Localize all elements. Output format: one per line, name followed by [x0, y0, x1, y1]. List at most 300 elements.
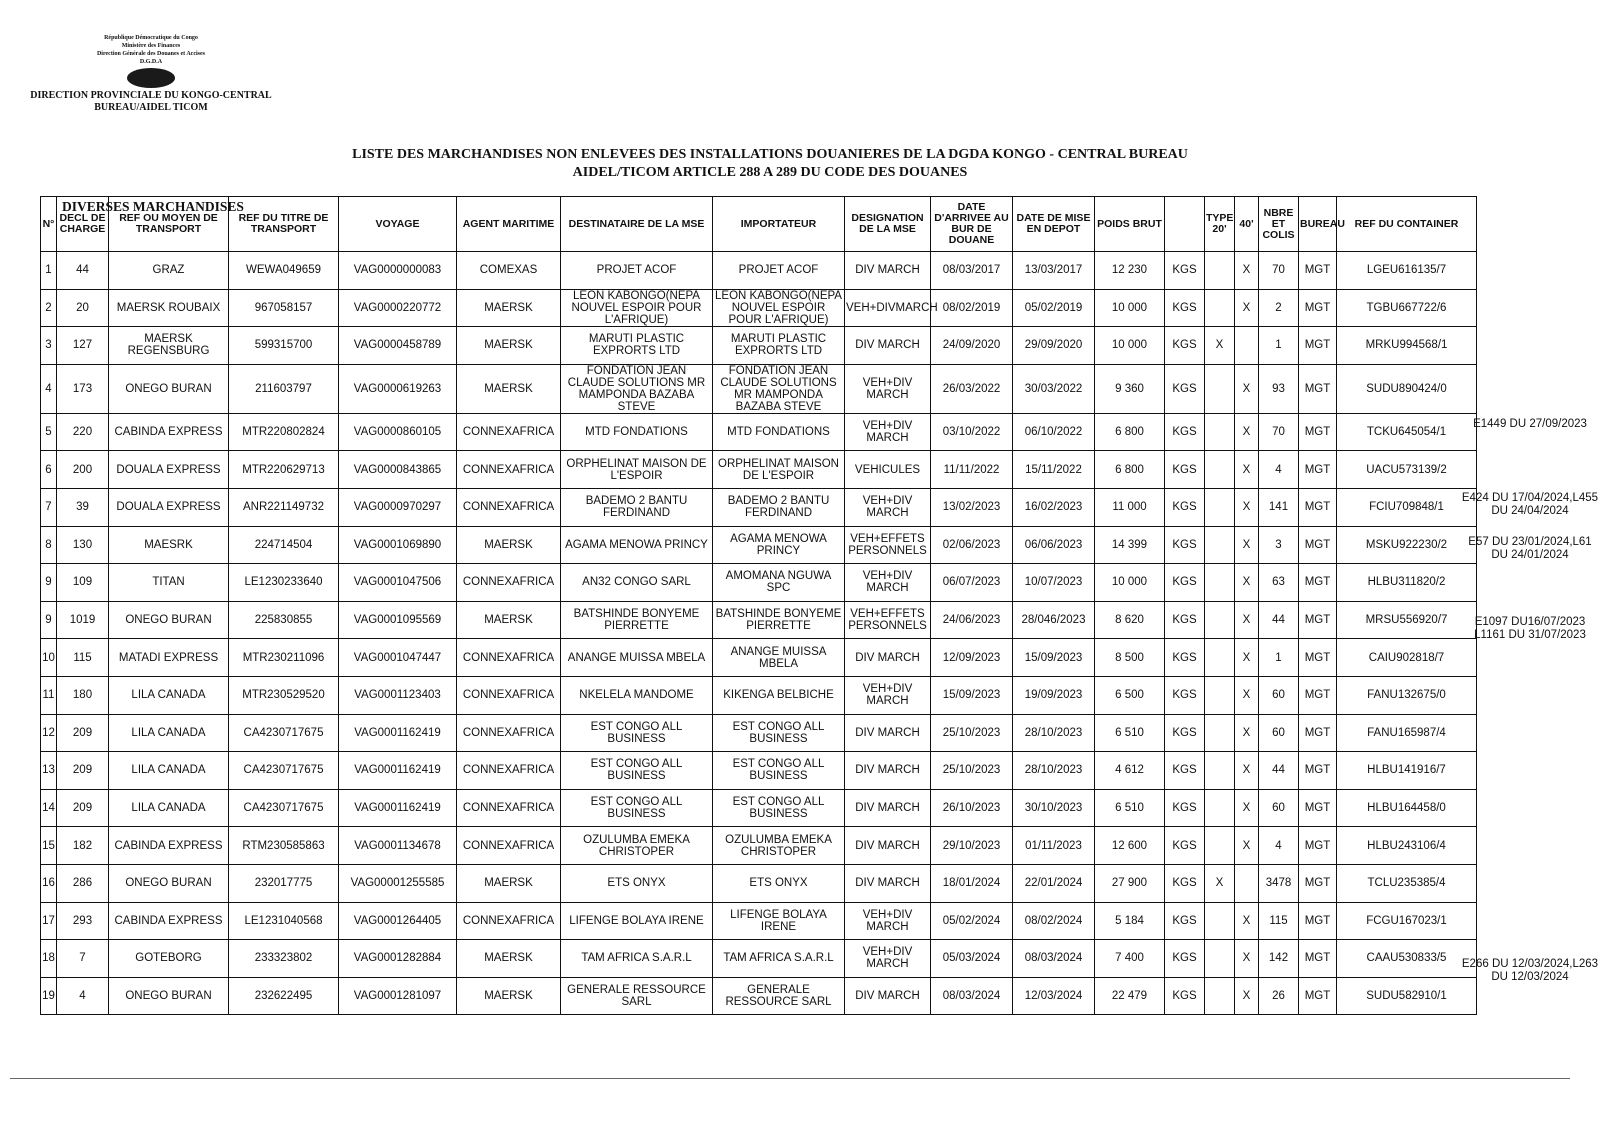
cell-bureau: MGT	[1299, 252, 1337, 290]
cell-bureau: MGT	[1299, 827, 1337, 865]
cell-container: TCKU645054/1	[1337, 413, 1477, 451]
cell-designation: DIV MARCH	[845, 714, 931, 752]
header-importateur: IMPORTATEUR	[713, 197, 845, 252]
cell-importateur: BADEMO 2 BANTU FERDINAND	[713, 488, 845, 526]
cell-type-20: X	[1205, 864, 1235, 902]
cell-no: 14	[41, 789, 57, 827]
cell-type-20: X	[1205, 327, 1235, 365]
cell-date-mise: 13/03/2017	[1013, 252, 1095, 290]
cell-type-40: X	[1235, 601, 1259, 639]
cell-titre: CA4230717675	[229, 789, 339, 827]
cell-poids: 8 620	[1095, 601, 1165, 639]
cell-decl: 200	[57, 451, 109, 489]
cell-date-mise: 30/10/2023	[1013, 789, 1095, 827]
document-title-line-1: LISTE DES MARCHANDISES NON ENLEVEES DES INSTALLATIONS DOUANIERES DE LA DGDA KONGO - CENTRAL BUREAU	[352, 147, 1188, 162]
header-colis: NBRE ET COLIS	[1259, 197, 1299, 252]
goods-table	[40, 196, 1477, 1015]
cell-unit: KGS	[1165, 564, 1205, 602]
cell-decl: 286	[57, 864, 109, 902]
cell-poids: 6 800	[1095, 451, 1165, 489]
cell-poids: 11 000	[1095, 488, 1165, 526]
cell-voyage: VAG0001162419	[339, 752, 457, 790]
cell-voyage: VAG0000843865	[339, 451, 457, 489]
cell-bureau: MGT	[1299, 752, 1337, 790]
cell-unit: KGS	[1165, 902, 1205, 940]
cell-poids: 12 600	[1095, 827, 1165, 865]
cell-voyage: VAG0000220772	[339, 289, 457, 327]
cell-no: 12	[41, 714, 57, 752]
cell-poids: 10 000	[1095, 564, 1165, 602]
cell-bureau: MGT	[1299, 564, 1337, 602]
cell-designation: DIV MARCH	[845, 789, 931, 827]
cell-date-arrivee: 26/10/2023	[931, 789, 1013, 827]
cell-designation: DIV MARCH	[845, 977, 931, 1015]
cell-container: HLBU311820/2	[1337, 564, 1477, 602]
header-date-mise: DATE DE MISE EN DEPOT	[1013, 197, 1095, 252]
cell-designation: DIV MARCH	[845, 827, 931, 865]
header-designation: DESIGNATION DE LA MSE	[845, 197, 931, 252]
cell-decl: 4	[57, 977, 109, 1015]
table-row	[41, 752, 1477, 790]
cell-designation: DIV MARCH	[845, 639, 931, 677]
cell-agent: MAERSK	[457, 977, 561, 1015]
cell-importateur: MARUTI PLASTIC EXPRORTS LTD	[713, 327, 845, 365]
cell-moyen: ONEGO BURAN	[109, 364, 229, 413]
header-type-40: 40'	[1235, 197, 1259, 252]
cell-type-40: X	[1235, 413, 1259, 451]
cell-designation: VEH+DIV MARCH	[845, 676, 931, 714]
cell-date-mise: 28/10/2023	[1013, 752, 1095, 790]
cell-colis: 1	[1259, 639, 1299, 677]
header-unit	[1165, 197, 1205, 252]
cell-destinataire: LEON KABONGO(NEPA NOUVEL ESPOIR POUR L'AFRIQUE)	[561, 289, 713, 327]
cell-decl: 127	[57, 327, 109, 365]
cell-type-20	[1205, 714, 1235, 752]
cell-bureau: MGT	[1299, 526, 1337, 564]
letterhead-province: DIRECTION PROVINCIALE DU KONGO-CENTRAL	[30, 90, 272, 101]
cell-unit: KGS	[1165, 789, 1205, 827]
cell-moyen: MATADI EXPRESS	[109, 639, 229, 677]
table-row	[41, 676, 1477, 714]
header-no: N°	[41, 197, 57, 252]
cell-decl: 109	[57, 564, 109, 602]
cell-importateur: MTD FONDATIONS	[713, 413, 845, 451]
cell-type-40: X	[1235, 714, 1259, 752]
cell-poids: 8 500	[1095, 639, 1165, 677]
cell-no: 15	[41, 827, 57, 865]
cell-colis: 93	[1259, 364, 1299, 413]
cell-agent: CONNEXAFRICA	[457, 827, 561, 865]
document-title	[300, 146, 1240, 182]
cell-container: MRKU994568/1	[1337, 327, 1477, 365]
cell-colis: 60	[1259, 676, 1299, 714]
cell-voyage: VAG0000000083	[339, 252, 457, 290]
cell-type-40: X	[1235, 902, 1259, 940]
cell-type-20	[1205, 639, 1235, 677]
cell-colis: 2	[1259, 289, 1299, 327]
cell-titre: MTR230529520	[229, 676, 339, 714]
cell-colis: 4	[1259, 827, 1299, 865]
cell-moyen: GRAZ	[109, 252, 229, 290]
cell-agent: MAERSK	[457, 526, 561, 564]
cell-date-mise: 19/09/2023	[1013, 676, 1095, 714]
cell-voyage: VAG0001095569	[339, 601, 457, 639]
cell-unit: KGS	[1165, 827, 1205, 865]
cell-poids: 6 800	[1095, 413, 1165, 451]
cell-type-40	[1235, 327, 1259, 365]
cell-agent: CONNEXAFRICA	[457, 639, 561, 677]
cell-moyen: CABINDA EXPRESS	[109, 902, 229, 940]
table-row	[41, 940, 1477, 978]
cell-bureau: MGT	[1299, 977, 1337, 1015]
cell-titre: 211603797	[229, 364, 339, 413]
cell-container: HLBU164458/0	[1337, 789, 1477, 827]
side-note: E266 DU 12/03/2024,L263 DU 12/03/2024	[1461, 958, 1599, 983]
cell-date-arrivee: 08/03/2024	[931, 977, 1013, 1015]
cell-date-arrivee: 26/03/2022	[931, 364, 1013, 413]
cell-colis: 44	[1259, 752, 1299, 790]
cell-no: 17	[41, 902, 57, 940]
cell-type-40: X	[1235, 488, 1259, 526]
cell-date-arrivee: 08/03/2017	[931, 252, 1013, 290]
header-agent: AGENT MARITIME	[457, 197, 561, 252]
table-row	[41, 526, 1477, 564]
cell-importateur: ETS ONYX	[713, 864, 845, 902]
cell-bureau: MGT	[1299, 601, 1337, 639]
cell-voyage: VAG0001162419	[339, 789, 457, 827]
cell-destinataire: ANANGE MUISSA MBELA	[561, 639, 713, 677]
cell-bureau: MGT	[1299, 676, 1337, 714]
cell-moyen: LILA CANADA	[109, 752, 229, 790]
cell-date-arrivee: 06/07/2023	[931, 564, 1013, 602]
cell-colis: 141	[1259, 488, 1299, 526]
cell-type-40: X	[1235, 676, 1259, 714]
table-header-row	[41, 197, 1477, 252]
cell-no: 7	[41, 488, 57, 526]
header-type-20-label: 20'	[1212, 223, 1227, 235]
cell-colis: 1	[1259, 327, 1299, 365]
cell-colis: 70	[1259, 252, 1299, 290]
cell-container: LGEU616135/7	[1337, 252, 1477, 290]
cell-date-mise: 16/02/2023	[1013, 488, 1095, 526]
cell-poids: 6 510	[1095, 714, 1165, 752]
cell-designation: VEH+DIV MARCH	[845, 488, 931, 526]
cell-decl: 182	[57, 827, 109, 865]
table-row	[41, 364, 1477, 413]
header-container: REF DU CONTAINER	[1337, 197, 1477, 252]
cell-decl: 7	[57, 940, 109, 978]
letterhead-country: République Démocratique du Congo	[104, 35, 198, 41]
cell-date-arrivee: 08/02/2019	[931, 289, 1013, 327]
cell-moyen: MAESRK	[109, 526, 229, 564]
cell-unit: KGS	[1165, 526, 1205, 564]
cell-no: 19	[41, 977, 57, 1015]
cell-decl: 130	[57, 526, 109, 564]
cell-unit: KGS	[1165, 364, 1205, 413]
cell-no: 4	[41, 364, 57, 413]
cell-unit: KGS	[1165, 977, 1205, 1015]
cell-type-40: X	[1235, 289, 1259, 327]
cell-moyen: TITAN	[109, 564, 229, 602]
cell-destinataire: ORPHELINAT MAISON DE L'ESPOIR	[561, 451, 713, 489]
cell-importateur: EST CONGO ALL BUSINESS	[713, 714, 845, 752]
table-row	[41, 902, 1477, 940]
cell-destinataire: EST CONGO ALL BUSINESS	[561, 714, 713, 752]
cell-bureau: MGT	[1299, 864, 1337, 902]
cell-importateur: PROJET ACOF	[713, 252, 845, 290]
header-type-label: TYPE	[1206, 212, 1234, 224]
cell-unit: KGS	[1165, 252, 1205, 290]
cell-container: HLBU243106/4	[1337, 827, 1477, 865]
cell-type-40: X	[1235, 639, 1259, 677]
document-title-line-2: AIDEL/TICOM ARTICLE 288 A 289 DU CODE DES DOUANES	[572, 165, 968, 180]
cell-poids: 9 360	[1095, 364, 1165, 413]
cell-destinataire: AGAMA MENOWA PRINCY	[561, 526, 713, 564]
cell-type-20	[1205, 940, 1235, 978]
cell-bureau: MGT	[1299, 940, 1337, 978]
cell-date-arrivee: 24/06/2023	[931, 601, 1013, 639]
cell-agent: CONNEXAFRICA	[457, 564, 561, 602]
cell-designation: VEH+DIV MARCH	[845, 940, 931, 978]
cell-no: 9	[41, 564, 57, 602]
letterhead-bureau: BUREAU/AIDEL TICOM	[94, 102, 208, 113]
cell-poids: 12 230	[1095, 252, 1165, 290]
cell-decl: 20	[57, 289, 109, 327]
cell-no: 10	[41, 639, 57, 677]
cell-type-20	[1205, 526, 1235, 564]
cell-poids: 6 500	[1095, 676, 1165, 714]
cell-importateur: FONDATION JEAN CLAUDE SOLUTIONS MR MAMPONDA BAZABA STEVE	[713, 364, 845, 413]
cell-designation: DIV MARCH	[845, 252, 931, 290]
cell-designation: DIV MARCH	[845, 752, 931, 790]
cell-type-20	[1205, 252, 1235, 290]
cell-no: 6	[41, 451, 57, 489]
cell-voyage: VAG00001255585	[339, 864, 457, 902]
cell-date-mise: 10/07/2023	[1013, 564, 1095, 602]
cell-type-20	[1205, 977, 1235, 1015]
header-type-20	[1205, 197, 1235, 252]
cell-poids: 27 900	[1095, 864, 1165, 902]
cell-type-40: X	[1235, 977, 1259, 1015]
cell-agent: CONNEXAFRICA	[457, 902, 561, 940]
cell-bureau: MGT	[1299, 714, 1337, 752]
cell-moyen: MAERSK REGENSBURG	[109, 327, 229, 365]
cell-importateur: KIKENGA BELBICHE	[713, 676, 845, 714]
cell-designation: VEH+DIV MARCH	[845, 413, 931, 451]
cell-designation: VEH+DIVMARCH	[845, 289, 931, 327]
cell-poids: 22 479	[1095, 977, 1165, 1015]
cell-importateur: LIFENGE BOLAYA IRENE	[713, 902, 845, 940]
cell-destinataire: AN32 CONGO SARL	[561, 564, 713, 602]
cell-date-mise: 15/09/2023	[1013, 639, 1095, 677]
cell-importateur: EST CONGO ALL BUSINESS	[713, 752, 845, 790]
header-titre: REF DU TITRE DE TRANSPORT	[229, 197, 339, 252]
cell-colis: 4	[1259, 451, 1299, 489]
letterhead	[26, 34, 276, 114]
cell-unit: KGS	[1165, 413, 1205, 451]
cell-agent: CONNEXAFRICA	[457, 451, 561, 489]
cell-destinataire: BATSHINDE BONYEME PIERRETTE	[561, 601, 713, 639]
cell-type-20	[1205, 451, 1235, 489]
cell-titre: 967058157	[229, 289, 339, 327]
cell-unit: KGS	[1165, 714, 1205, 752]
cell-moyen: GOTEBORG	[109, 940, 229, 978]
header-destinataire: DESTINATAIRE DE LA MSE	[561, 197, 713, 252]
cell-titre: ANR221149732	[229, 488, 339, 526]
cell-moyen: MAERSK ROUBAIX	[109, 289, 229, 327]
cell-container: FCIU709848/1	[1337, 488, 1477, 526]
cell-date-arrivee: 11/11/2022	[931, 451, 1013, 489]
cell-destinataire: NKELELA MANDOME	[561, 676, 713, 714]
table-body	[41, 252, 1477, 1015]
cell-container: SUDU582910/1	[1337, 977, 1477, 1015]
cell-type-40: X	[1235, 451, 1259, 489]
letterhead-directorate: Direction Générale des Douanes et Accises	[96, 51, 206, 57]
cell-colis: 115	[1259, 902, 1299, 940]
cell-container: FCGU167023/1	[1337, 902, 1477, 940]
table-row	[41, 601, 1477, 639]
cell-type-20	[1205, 601, 1235, 639]
cell-date-mise: 30/03/2022	[1013, 364, 1095, 413]
cell-container: TCLU235385/4	[1337, 864, 1477, 902]
cell-importateur: GENERALE RESSOURCE SARL	[713, 977, 845, 1015]
cell-date-mise: 05/02/2019	[1013, 289, 1095, 327]
cell-type-40: X	[1235, 564, 1259, 602]
cell-unit: KGS	[1165, 451, 1205, 489]
cell-bureau: MGT	[1299, 902, 1337, 940]
cell-destinataire: ETS ONYX	[561, 864, 713, 902]
cell-date-mise: 28/046/2023	[1013, 601, 1095, 639]
cell-moyen: ONEGO BURAN	[109, 601, 229, 639]
header-moyen: REF OU MOYEN DE TRANSPORT	[109, 197, 229, 252]
cell-destinataire: EST CONGO ALL BUSINESS	[561, 752, 713, 790]
cell-bureau: MGT	[1299, 327, 1337, 365]
cell-colis: 60	[1259, 789, 1299, 827]
cell-poids: 4 612	[1095, 752, 1165, 790]
table-row	[41, 289, 1477, 327]
cell-agent: CONNEXAFRICA	[457, 488, 561, 526]
cell-type-20	[1205, 413, 1235, 451]
cell-date-mise: 06/10/2022	[1013, 413, 1095, 451]
cell-date-arrivee: 29/10/2023	[931, 827, 1013, 865]
cell-type-20	[1205, 676, 1235, 714]
cell-titre: WEWA049659	[229, 252, 339, 290]
cell-moyen: LILA CANADA	[109, 789, 229, 827]
cell-designation: VEH+DIV MARCH	[845, 364, 931, 413]
header-bureau: BUREAU	[1299, 197, 1337, 252]
cell-importateur: OZULUMBA EMEKA CHRISTOPER	[713, 827, 845, 865]
cell-poids: 10 000	[1095, 289, 1165, 327]
cell-voyage: VAG0001282884	[339, 940, 457, 978]
cell-destinataire: LIFENGE BOLAYA IRENE	[561, 902, 713, 940]
cell-titre: RTM230585863	[229, 827, 339, 865]
cell-type-40: X	[1235, 752, 1259, 790]
cell-designation: VEH+EFFETS PERSONNELS	[845, 526, 931, 564]
cell-date-mise: 28/10/2023	[1013, 714, 1095, 752]
cell-type-20	[1205, 289, 1235, 327]
cell-titre: 232017775	[229, 864, 339, 902]
cell-titre: MTR220629713	[229, 451, 339, 489]
section-title: DIVERSES MARCHANDISES	[62, 199, 244, 214]
cell-no: 11	[41, 676, 57, 714]
cell-date-arrivee: 05/02/2024	[931, 902, 1013, 940]
cell-colis: 3478	[1259, 864, 1299, 902]
cell-decl: 39	[57, 488, 109, 526]
cell-agent: MAERSK	[457, 940, 561, 978]
cell-unit: KGS	[1165, 327, 1205, 365]
side-note: E424 DU 17/04/2024,L455 DU 24/04/2024	[1461, 492, 1599, 517]
cell-container: CAIU902818/7	[1337, 639, 1477, 677]
cell-bureau: MGT	[1299, 413, 1337, 451]
cell-bureau: MGT	[1299, 289, 1337, 327]
cell-colis: 3	[1259, 526, 1299, 564]
cell-titre: 232622495	[229, 977, 339, 1015]
cell-agent: MAERSK	[457, 601, 561, 639]
cell-importateur: AGAMA MENOWA PRINCY	[713, 526, 845, 564]
cell-agent: MAERSK	[457, 327, 561, 365]
cell-voyage: VAG0000970297	[339, 488, 457, 526]
cell-container: MSKU922230/2	[1337, 526, 1477, 564]
cell-type-20	[1205, 564, 1235, 602]
cell-container: SUDU890424/0	[1337, 364, 1477, 413]
cell-poids: 7 400	[1095, 940, 1165, 978]
cell-bureau: MGT	[1299, 364, 1337, 413]
cell-date-arrivee: 12/09/2023	[931, 639, 1013, 677]
cell-designation: DIV MARCH	[845, 327, 931, 365]
table-row	[41, 864, 1477, 902]
cell-voyage: VAG0001047506	[339, 564, 457, 602]
cell-date-mise: 29/09/2020	[1013, 327, 1095, 365]
table-row	[41, 327, 1477, 365]
cell-poids: 5 184	[1095, 902, 1165, 940]
header-date-arrivee: DATE D'ARRIVEE AU BUR DE DOUANE	[931, 197, 1013, 252]
cell-bureau: MGT	[1299, 639, 1337, 677]
cell-date-arrivee: 05/03/2024	[931, 940, 1013, 978]
cell-destinataire: TAM AFRICA S.A.R.L	[561, 940, 713, 978]
cell-decl: 173	[57, 364, 109, 413]
cell-voyage: VAG0000458789	[339, 327, 457, 365]
cell-type-20	[1205, 364, 1235, 413]
cell-type-20	[1205, 488, 1235, 526]
cell-type-40: X	[1235, 252, 1259, 290]
cell-no: 9	[41, 601, 57, 639]
cell-moyen: DOUALA EXPRESS	[109, 488, 229, 526]
cell-moyen: CABINDA EXPRESS	[109, 827, 229, 865]
cell-designation: DIV MARCH	[845, 864, 931, 902]
cell-date-mise: 01/11/2023	[1013, 827, 1095, 865]
cell-unit: KGS	[1165, 864, 1205, 902]
cell-date-arrivee: 15/09/2023	[931, 676, 1013, 714]
cell-titre: 225830855	[229, 601, 339, 639]
cell-voyage: VAG0001069890	[339, 526, 457, 564]
cell-no: 5	[41, 413, 57, 451]
cell-type-40	[1235, 864, 1259, 902]
cell-unit: KGS	[1165, 676, 1205, 714]
cell-agent: MAERSK	[457, 364, 561, 413]
cell-unit: KGS	[1165, 488, 1205, 526]
cell-type-20	[1205, 827, 1235, 865]
cell-moyen: LILA CANADA	[109, 714, 229, 752]
cell-no: 13	[41, 752, 57, 790]
cell-voyage: VAG0001264405	[339, 902, 457, 940]
cell-type-40: X	[1235, 526, 1259, 564]
cell-type-20	[1205, 902, 1235, 940]
cell-voyage: VAG0001123403	[339, 676, 457, 714]
cell-date-mise: 22/01/2024	[1013, 864, 1095, 902]
cell-titre: LE1231040568	[229, 902, 339, 940]
side-note: E1097 DU16/07/2023 L1161 DU 31/07/2023	[1474, 616, 1586, 641]
cell-date-arrivee: 03/10/2022	[931, 413, 1013, 451]
